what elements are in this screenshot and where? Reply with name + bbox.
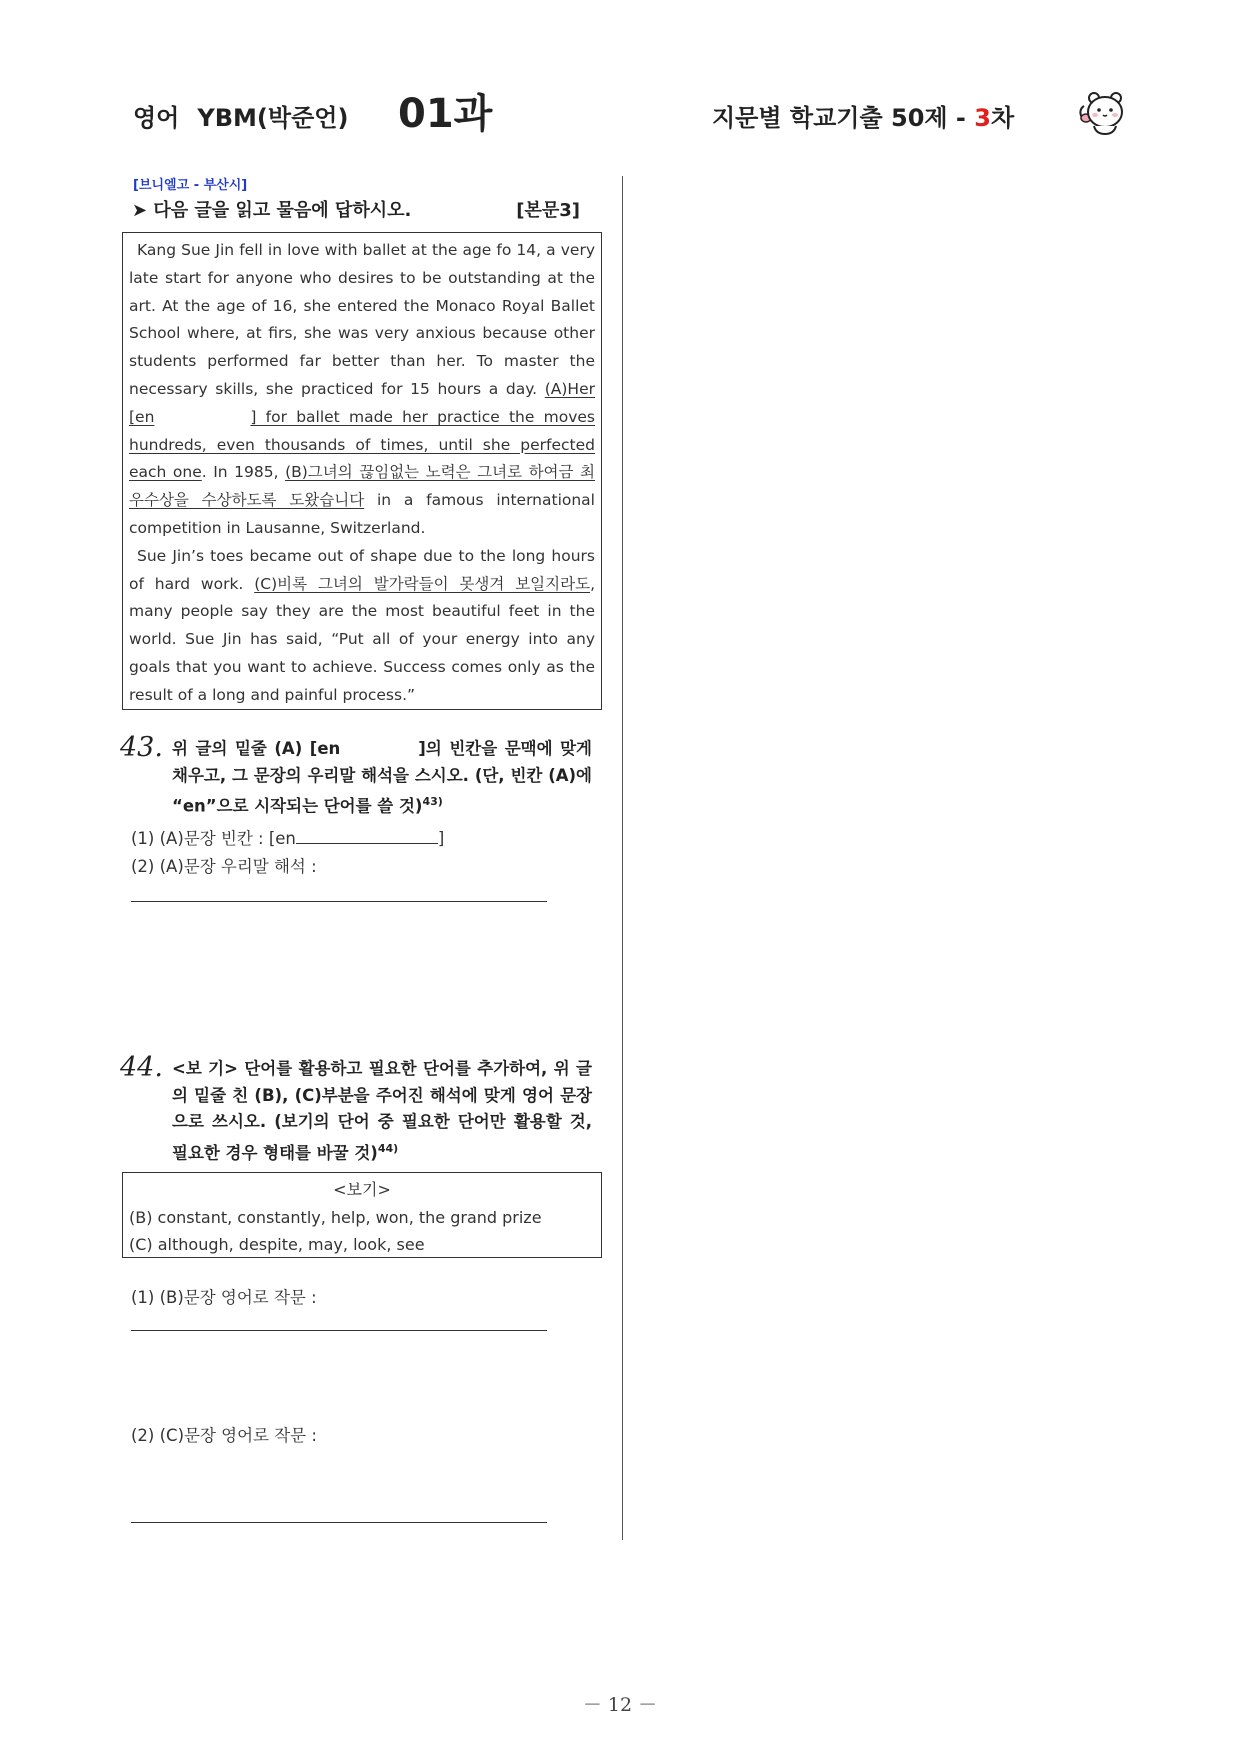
footnote-44: 44) (377, 1141, 399, 1155)
answer-blank[interactable] (296, 827, 438, 844)
underline-a: (A)Her [en ] for ballet made her practice the moves hundreds, even thousands of times, until she perfected each one (129, 379, 595, 482)
round-number: 3 (974, 104, 991, 132)
passage-paragraph-2: Sue Jin’s toes became out of shape due to the long hours of hard work. (C)비록 그녀의 발가락들이 못생겨 보일지라도, many people say they are the most beautiful feet in the world. Sue Jin has said, “Put all of your energy into any goals that you want to achieve. Success comes only as the result of a long and painful process.” (129, 546, 596, 704)
series-title (712, 98, 1014, 133)
bogi-title: <보기> (333, 1180, 391, 1199)
arrow-icon: ➤ (132, 200, 148, 221)
publisher-label: YBM(박준언) (197, 104, 349, 132)
q44-answer-line-2[interactable] (131, 1522, 547, 1523)
passage-paragraph-1: Kang Sue Jin fell in love with ballet at the age fo 14, a very late start for anyone who desires to be outstanding at the art. At the age of 16, she entered the Monaco Royal Ballet School where, at firs, she was very anxious because other students performed far better than her. To master the necessary skills, she practiced for 15 hours a day. (A)Her [en ] for ballet made her practice the moves hundreds, even thousands of times, until she perfected each one. In 1985, (B)그녀의 끊임없는 노력은 그녀로 하여금 최우수상을 수상하도록 도왔습니다 in a famous international competition in Lausanne, Switzerland. (129, 241, 595, 537)
column-divider (622, 176, 623, 1540)
question-43-text: 위 글의 밑줄 (A) [en ]의 빈칸을 문맥에 맞게 채우고, 그 문장의 우리말 해석을 스시오. (단, 빈칸 (A)에 “en”으로 시작되는 단어를 쓸 것)$^{43)}$ (172, 739, 592, 816)
bogi-box (122, 1172, 602, 1258)
q43-answer-2: (2) (A)문장 우리말 해석 : (131, 857, 317, 876)
underline-c: (C)비록 그녀의 발가락들이 못생겨 보일지라도 (254, 574, 591, 593)
passage-box (122, 232, 602, 710)
subject-label: 영어 (133, 104, 180, 132)
bogi-b-words: (B) constant, constantly, help, won, the grand prize (129, 1207, 542, 1227)
underline-b: (B)그녀의 끊임없는 노력은 그녀로 하여금 최우수상을 수상하도록 도왔습니다 (129, 463, 595, 510)
instruction-text: 다음 글을 읽고 물음에 답하시오. (153, 200, 412, 221)
question-number-44: 44. (120, 1052, 163, 1083)
q43-answer-1: (1) (A)문장 빈칸 : [en ] (131, 829, 445, 848)
question-number-43: 43. (120, 732, 163, 763)
q44-answer-2: (2) (C)문장 영어로 작문 : (131, 1426, 317, 1445)
bear-mascot-icon (1076, 88, 1128, 136)
question-44-text: <보 기> 단어를 활용하고 필요한 단어를 추가하여, 위 글의 밑줄 친 (B), (C)부분을 주어진 해석에 맞게 영어 문장으로 쓰시오. (보기의 단어 중 필요한 단어만 활용할 것, 필요한 경우 형태를 바꿀 것)$^{44)}$ (172, 1059, 592, 1162)
instruction (132, 196, 580, 222)
footnote-43: 43) (422, 795, 443, 808)
round-suffix: 차 (990, 104, 1015, 132)
q44-answer-line-1[interactable] (131, 1330, 547, 1331)
school-tag: [브니엘고 - 부산시] (133, 178, 248, 193)
passage-tag: [본문3] (516, 200, 580, 221)
bogi-c-words: (C) although, despite, may, look, see (129, 1235, 425, 1254)
header-subject-publisher (133, 98, 348, 133)
q44-answer-1: (1) (B)문장 영어로 작문 : (131, 1288, 317, 1307)
lesson-title: 01과 (398, 91, 493, 137)
series-prefix: 지문별 학교기출 50제 - (712, 104, 975, 132)
q43-answer-line[interactable] (131, 901, 547, 902)
page-number: － 12 － (582, 1694, 658, 1716)
